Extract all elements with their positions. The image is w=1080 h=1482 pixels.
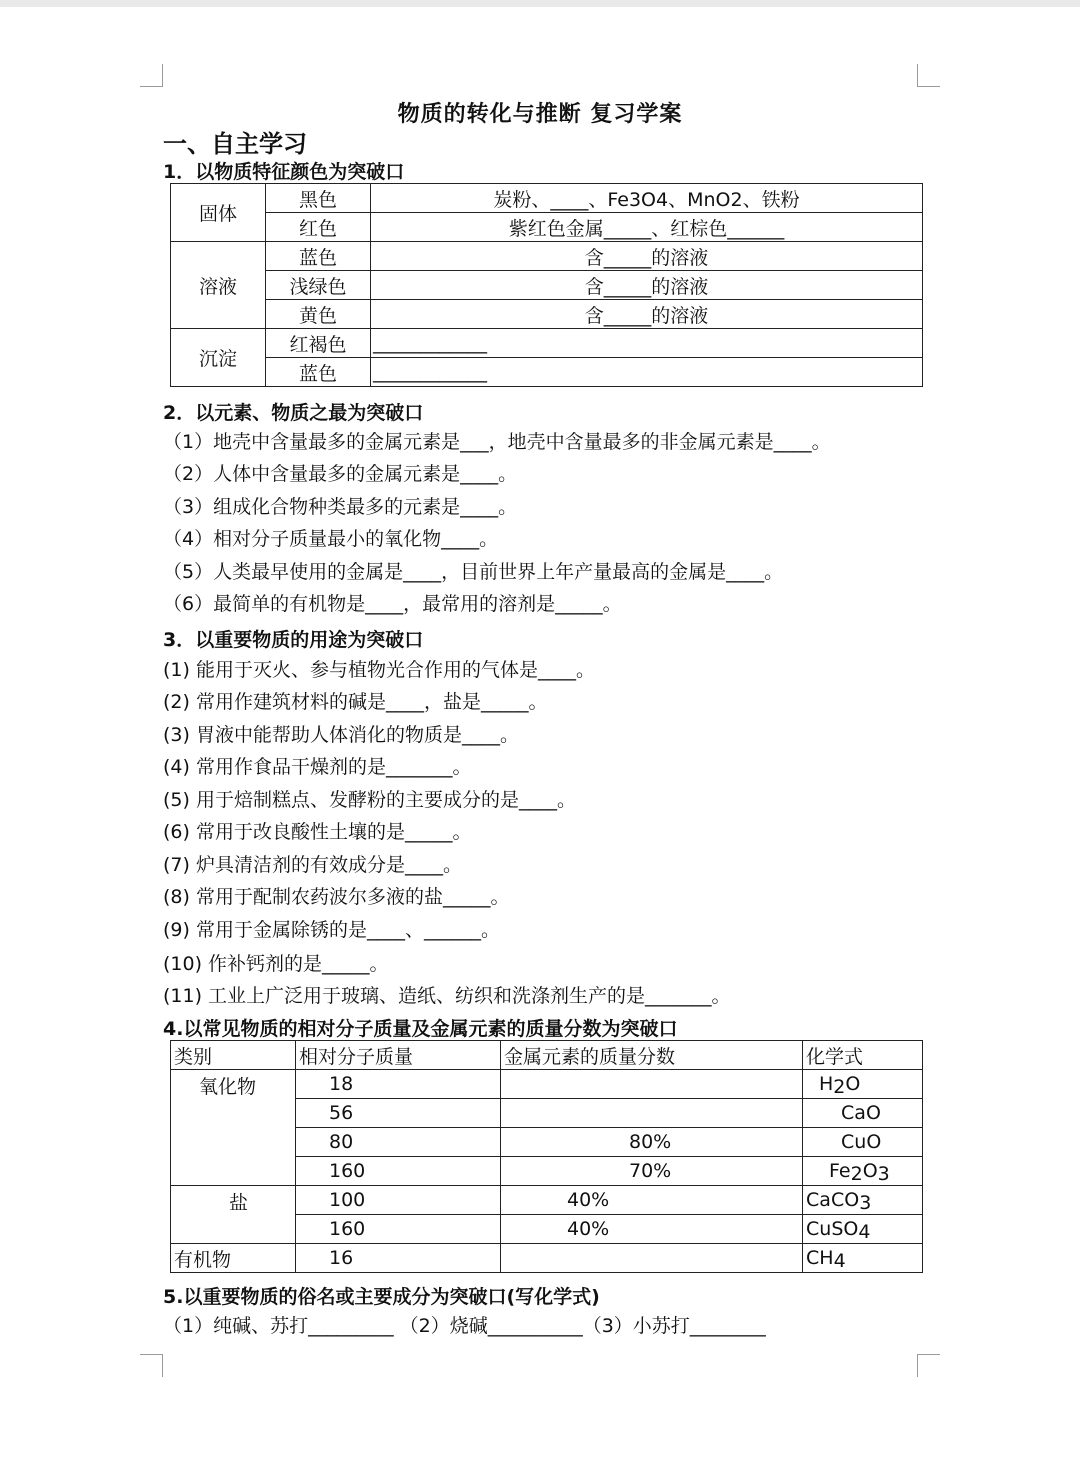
desc-cell: 含_____的溶液 (371, 300, 923, 329)
q2-item: （5）人类最早使用的金属是____，目前世界上年产量最高的金属是____。 (163, 561, 784, 583)
percent-cell: 40% (501, 1186, 803, 1215)
category-cell: 有机物 (171, 1244, 296, 1273)
q4-heading: 4.以常见物质的相对分子质量及金属元素的质量分数为突破口 (163, 1018, 678, 1040)
document-title: 物质的转化与推断 复习学案 (397, 102, 683, 127)
formula-cell: CuO (803, 1128, 923, 1157)
formula-cell: CaO (803, 1099, 923, 1128)
color-table (170, 183, 923, 387)
q3-item: (5) 用于焙制糕点、发酵粉的主要成分的是____。 (163, 789, 576, 811)
crop-mark-bottom-left (140, 1354, 163, 1377)
table-row (171, 1070, 923, 1099)
percent-cell (501, 1070, 803, 1099)
formula-cell: $CH_4$ (803, 1244, 923, 1273)
desc-cell: 含_____的溶液 (371, 242, 923, 271)
color-cell: 蓝色 (266, 242, 371, 271)
formula-cell: CuSO$_4$ (803, 1215, 923, 1244)
q3-item: (9) 常用于金属除锈的是____、______。 (163, 919, 500, 941)
crop-mark-top-left (140, 64, 163, 87)
table-row (171, 1244, 923, 1273)
desc-cell: ____________ (371, 358, 923, 387)
q3-item: (4) 常用作食品干燥剂的是_______。 (163, 756, 472, 778)
q1-heading: 1．以物质特征颜色为突破口 (163, 161, 405, 183)
table-row (171, 242, 923, 271)
mass-cell: 16 (296, 1244, 501, 1273)
q3-item: (2) 常用作建筑材料的碱是____，盐是_____。 (163, 691, 548, 713)
table-row (171, 329, 923, 358)
desc-cell: 紫红色金属_____、红棕色______ (371, 213, 923, 242)
table-row (171, 184, 923, 213)
q3-item: (10) 作补钙剂的是_____。 (163, 953, 389, 975)
mass-cell: 160 (296, 1215, 501, 1244)
q2-item: （1）地壳中含量最多的金属元素是___，地壳中含量最多的非金属元素是____。 (163, 431, 831, 453)
mass-cell: 100 (296, 1186, 501, 1215)
column-header: 类别 (171, 1041, 296, 1070)
mass-cell: 80 (296, 1128, 501, 1157)
desc-cell: 含_____的溶液 (371, 271, 923, 300)
molecular-mass-table (170, 1040, 923, 1273)
category-cell: 沉淀 (171, 329, 266, 387)
q2-item: （4）相对分子质量最小的氧化物____。 (163, 528, 499, 550)
category-cell: 氧化物 (171, 1070, 296, 1186)
percent-cell (501, 1099, 803, 1128)
q2-item: （2）人体中含量最多的金属元素是____。 (163, 463, 518, 485)
color-cell: 黑色 (266, 184, 371, 213)
mass-cell: 18 (296, 1070, 501, 1099)
crop-mark-top-right (917, 64, 940, 87)
table-row (171, 271, 923, 300)
percent-cell: 70% (501, 1157, 803, 1186)
desc-cell: ____________ (371, 329, 923, 358)
table-row (171, 358, 923, 387)
q3-item: (3) 胃液中能帮助人体消化的物质是____。 (163, 724, 519, 746)
q5-line: （1）纯碱、苏打_________ （2）烧碱__________（3）小苏打________ (163, 1315, 766, 1337)
category-cell: 溶液 (171, 242, 266, 329)
color-cell: 蓝色 (266, 358, 371, 387)
q3-item: (11) 工业上广泛用于玻璃、造纸、纺织和洗涤剂生产的是_______。 (163, 985, 731, 1007)
table-row (171, 1186, 923, 1215)
q3-item: (7) 炉具清洁剂的有效成分是____。 (163, 854, 462, 876)
formula-cell: CaCO$_3$ (803, 1186, 923, 1215)
q5-heading: 5.以重要物质的俗名或主要成分为突破口(写化学式) (163, 1286, 600, 1308)
q3-item: (1) 能用于灭火、参与植物光合作用的气体是____。 (163, 659, 595, 681)
q2-item: （6）最简单的有机物是____，最常用的溶剂是_____。 (163, 593, 622, 615)
color-cell: 红色 (266, 213, 371, 242)
formula-cell: $Fe_2O_3$ (803, 1157, 923, 1186)
color-cell: 红褐色 (266, 329, 371, 358)
color-cell: 浅绿色 (266, 271, 371, 300)
table-header-row (171, 1041, 923, 1070)
category-cell: 盐 (171, 1186, 296, 1244)
category-cell: 固体 (171, 184, 266, 242)
percent-cell (501, 1244, 803, 1273)
desc-cell: 炭粉、____、Fe3O4、MnO2、铁粉 (371, 184, 923, 213)
formula-cell: $H_2O$ (803, 1070, 923, 1099)
column-header: 相对分子质量 (296, 1041, 501, 1070)
percent-cell: 80% (501, 1128, 803, 1157)
q3-item: (8) 常用于配制农药波尔多液的盐_____。 (163, 886, 510, 908)
q3-heading: 3．以重要物质的用途为突破口 (163, 629, 424, 651)
column-header: 化学式 (803, 1041, 923, 1070)
column-header: 金属元素的质量分数 (501, 1041, 803, 1070)
q2-item: （3）组成化合物种类最多的元素是____。 (163, 496, 518, 518)
mass-cell: 56 (296, 1099, 501, 1128)
table-row (171, 300, 923, 329)
color-cell: 黄色 (266, 300, 371, 329)
q2-heading: 2．以元素、物质之最为突破口 (163, 402, 424, 424)
crop-mark-bottom-right (917, 1354, 940, 1377)
percent-cell: 40% (501, 1215, 803, 1244)
q3-item: (6) 常用于改良酸性土壤的是_____。 (163, 821, 472, 843)
window-top-bar (0, 0, 1080, 7)
section-heading: 一、自主学习 (163, 130, 307, 158)
mass-cell: 160 (296, 1157, 501, 1186)
table-row (171, 213, 923, 242)
